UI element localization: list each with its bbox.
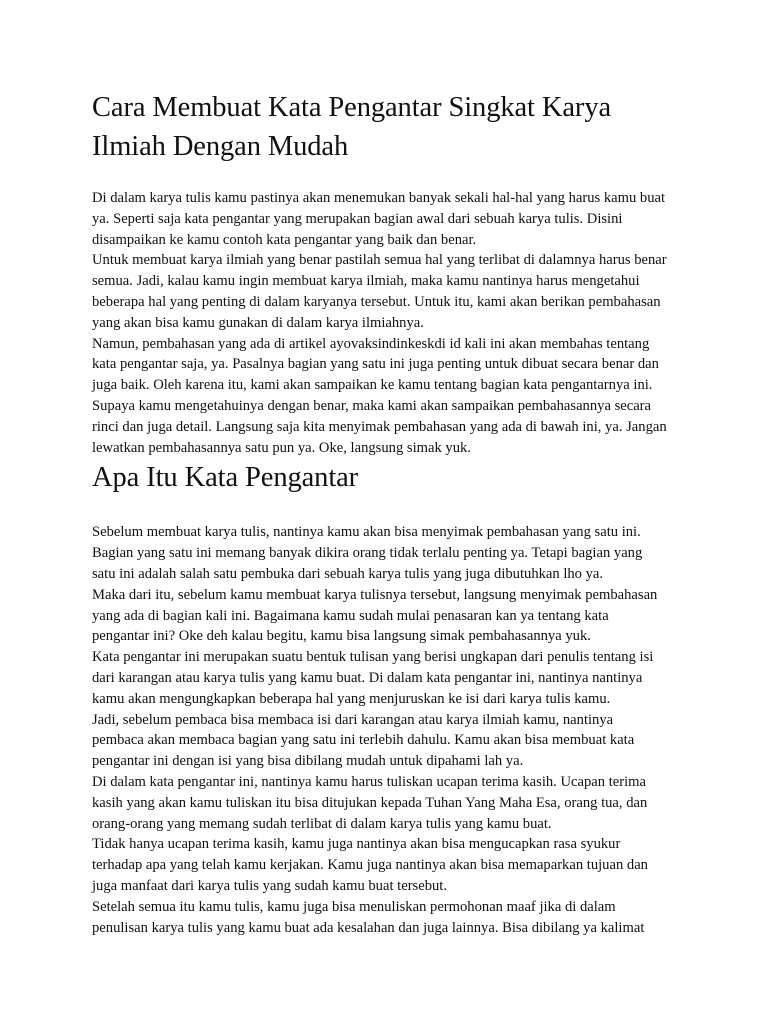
- intro-paragraph-3: Namun, pembahasan yang ada di artikel ayovaksindinkeskdi id kali ini akan membahas tentang kata pengantar saja, ya. Pasalnya bagian yang satu ini juga penting untuk dibuat secara benar dan juga baik. Oleh karena itu, kami akan sampaikan ke kamu tentang bagian kata pengantarnya ini.: [92, 335, 659, 394]
- body-paragraph-1: Sebelum membuat karya tulis, nantinya kamu akan bisa menyimak pembahasan yang satu ini. Bagian yang satu ini memang banyak dikira orang tidak terlalu penting ya. Tetapi bagian yang satu ini adalah salah satu pembuka dari sebuah karya tulis yang juga dibutuhkan lho ya.: [92, 524, 643, 582]
- intro-paragraph-1: Di dalam karya tulis kamu pastinya akan menemukan banyak sekali hal-hal yang harus kamu buat ya. Seperti saja kata pengantar yang merupakan bagian awal dari sebuah karya tulis. Disini disampaikan ke kamu contoh kata pengantar yang baik dan benar.: [92, 190, 666, 248]
- article-title: Cara Membuat Kata Pengantar Singkat Karya Ilmiah Dengan Mudah: [92, 92, 612, 162]
- intro-paragraph-2: Untuk membuat karya ilmiah yang benar pastilah semua hal yang terlibat di dalamnya harus benar semua. Jadi, kalau kamu ingin membuat karya ilmiah, maka kamu nantinya harus mengetahui beberapa hal yang penting di dalam karyanya tersebut. Untuk itu, kami akan berikan pembahasan yang akan bisa kamu gunakan di dalam karya ilmiahnya.: [92, 252, 667, 331]
- body-paragraph-3: Kata pengantar ini merupakan suatu bentuk tulisan yang berisi ungkapan dari penulis tentang isi dari karangan atau karya tulis yang kamu buat. Di dalam kata pengantar ini, nantinya nantinya kamu akan mengungkapkan beberapa hal yang menjuruskan ke isi dari karya tulis kamu.: [92, 649, 654, 707]
- body-paragraph-2: Maka dari itu, sebelum kamu membuat karya tulisnya tersebut, langsung menyimak pembahasan yang ada di bagian kali ini. Bagaimana kamu sudah mulai penasaran kan ya tentang kata pengantar ini? Oke deh kalau begitu, kamu bisa langsung simak pembahasannya yuk.: [92, 586, 658, 645]
- body-paragraph-5: Di dalam kata pengantar ini, nantinya kamu harus tuliskan ucapan terima kasih. Ucapan terima kasih yang akan kamu tuliskan itu bisa ditujukan kepada Tuhan Yang Maha Esa, orang tua, dan orang-orang yang memang sudah terlibat di dalam karya tulis yang kamu buat.: [92, 773, 648, 832]
- body-paragraph-6: Tidak hanya ucapan terima kasih, kamu juga nantinya akan bisa mengucapkan rasa syukur terhadap apa yang telah kamu kerjakan. Kamu juga nantinya akan bisa memaparkan tujuan dan juga manfaat dari karya tulis yang sudah kamu buat tersebut.: [92, 836, 648, 894]
- intro-paragraph-4: Supaya kamu mengetahuinya dengan benar, maka kami akan sampaikan pembahasannya secara rinci dan juga detail. Langsung saja kita menyimak pembahasan yang ada di bawah ini, ya. Jangan lewatkan pembahasannya satu pun ya. Oke, langsung simak yuk.: [92, 397, 667, 456]
- body-section: [92, 522, 668, 938]
- intro-section: [92, 188, 668, 458]
- body-paragraph-7: Setelah semua itu kamu tulis, kamu juga bisa menuliskan permohonan maaf jika di dalam penulisan karya tulis yang kamu buat ada kesalahan dan juga lainnya. Bisa dibilang ya kalimat: [92, 898, 645, 936]
- body-paragraph-4: Jadi, sebelum pembaca bisa membaca isi dari karangan atau karya ilmiah kamu, nantinya pembaca akan membaca bagian yang satu ini terlebih dahulu. Kamu akan bisa membuat kata pengantar ini dengan isi yang bisa dibilang mudah untuk dipahami lah ya.: [92, 711, 635, 770]
- section-heading: Apa Itu Kata Pengantar: [92, 462, 359, 494]
